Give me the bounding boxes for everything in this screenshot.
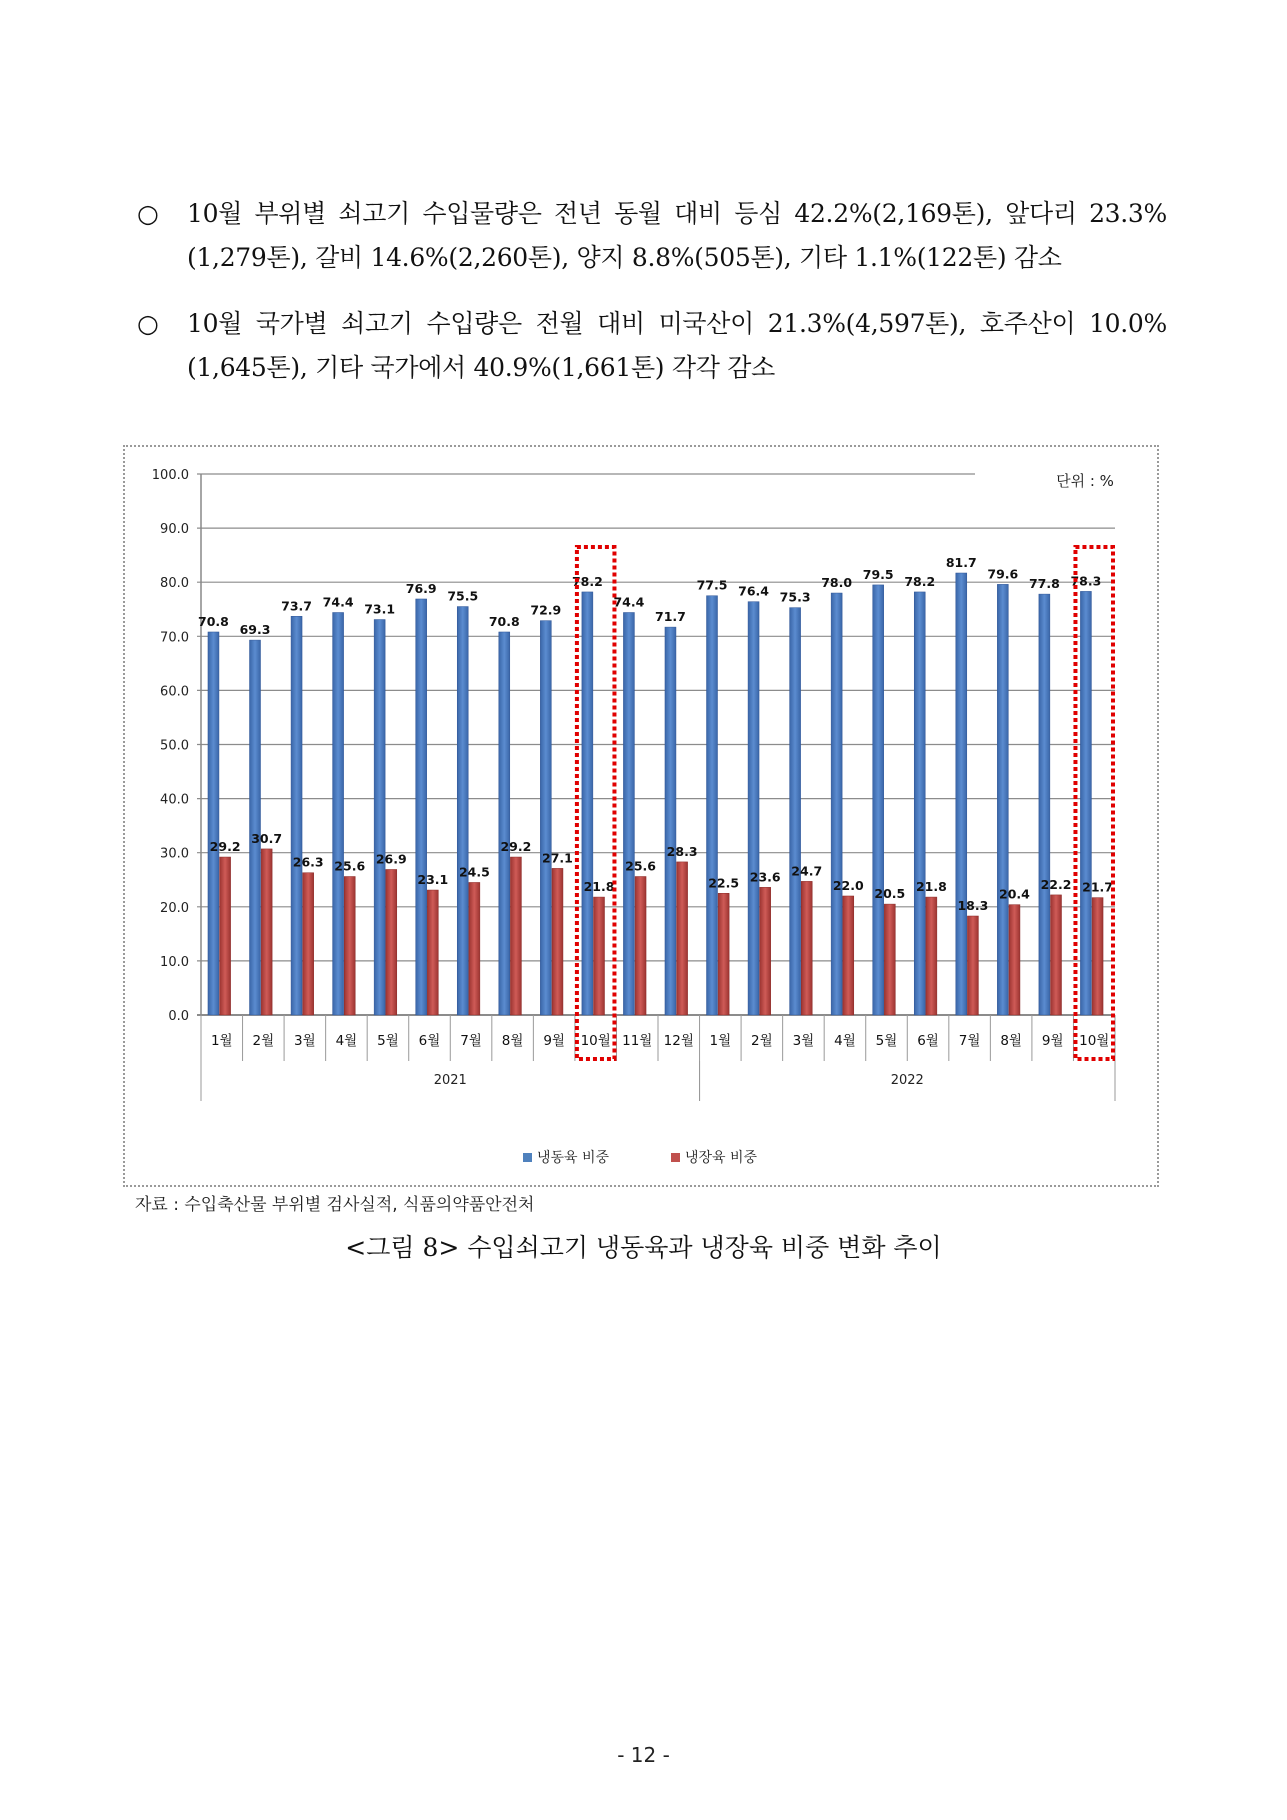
data-label: 30.7: [251, 830, 283, 846]
x-tick-label: 9월: [1041, 1033, 1064, 1049]
bar-chilled: [220, 857, 231, 1015]
bar-frozen: [540, 621, 551, 1015]
paragraph-text: 10월 부위별 쇠고기 수입물량은 전년 동월 대비 등심 42.2%(2,169톤), 앞다리 23.3%(1,279톤), 갈비 14.6%(2,260톤), 양지 8.8%(505톤), 기타 1.1%(122톤) 감소: [187, 199, 1167, 272]
bar-chilled: [926, 897, 937, 1015]
bar-frozen: [707, 596, 718, 1015]
data-label: 21.7: [1082, 879, 1113, 895]
data-label: 74.4: [322, 594, 354, 610]
page-number: - 12 -: [617, 1743, 670, 1767]
data-label: 21.8: [583, 879, 615, 895]
x-tick-label: 6월: [917, 1033, 939, 1049]
paragraph-text: 10월 국가별 쇠고기 수입량은 전월 대비 미국산이 21.3%(4,597톤), 호주산이 10.0%(1,645톤), 기타 국가에서 40.9%(1,661톤) 각각 감소: [187, 309, 1167, 382]
data-label: 69.3: [239, 622, 271, 638]
x-tick-label: 10월: [580, 1033, 611, 1049]
legend-swatch: [671, 1153, 680, 1162]
data-label: 23.6: [749, 869, 781, 885]
data-label: 29.2: [500, 839, 532, 855]
legend-swatch: [523, 1153, 532, 1162]
bar-frozen: [790, 608, 801, 1015]
bar-frozen: [1039, 594, 1050, 1015]
data-label: 26.3: [292, 854, 324, 870]
bar-chilled: [1051, 895, 1062, 1015]
data-label: 29.2: [209, 839, 241, 855]
bar-frozen: [914, 592, 925, 1015]
x-tick-label: 7월: [958, 1033, 981, 1049]
y-tick-label: 30.0: [160, 846, 189, 862]
data-label: 23.1: [417, 872, 449, 888]
bar-frozen: [665, 627, 676, 1015]
bar-chilled: [344, 877, 355, 1015]
data-label: 24.7: [791, 863, 823, 879]
chart-frame: [123, 445, 1159, 1187]
bar-chilled: [1092, 898, 1103, 1015]
data-label: 75.5: [447, 588, 479, 604]
x-tick-label: 4월: [335, 1033, 358, 1049]
bar-chilled: [760, 887, 771, 1015]
bar-chilled: [303, 873, 314, 1015]
x-tick-label: 5월: [875, 1033, 898, 1049]
bar-chilled: [469, 882, 480, 1015]
x-tick-label: 10월: [1079, 1033, 1110, 1049]
x-tick-label: 6월: [418, 1033, 441, 1049]
data-label: 18.3: [957, 897, 989, 913]
bar-frozen: [250, 640, 261, 1015]
bar-frozen: [956, 573, 967, 1015]
x-tick-label: 7월: [460, 1033, 482, 1049]
y-tick-label: 40.0: [160, 792, 189, 808]
paragraph-1: [137, 192, 1167, 280]
bar-chilled: [427, 890, 438, 1015]
bar-chilled: [635, 877, 646, 1015]
data-label: 70.8: [198, 613, 229, 629]
data-label: 27.1: [542, 850, 573, 866]
bar-frozen: [1080, 591, 1091, 1015]
bar-frozen: [291, 616, 302, 1015]
bar-frozen: [623, 612, 634, 1015]
x-tick-label: 1월: [210, 1033, 233, 1049]
bar-chilled: [386, 869, 397, 1015]
bar-frozen: [997, 584, 1008, 1015]
bar-frozen: [831, 593, 842, 1015]
data-label: 25.6: [334, 858, 366, 874]
x-tick-label: 3월: [294, 1033, 316, 1049]
bar-chilled: [594, 897, 605, 1015]
data-label: 28.3: [666, 843, 698, 859]
y-tick-label: 50.0: [160, 738, 189, 754]
bar-chilled: [884, 904, 895, 1015]
data-label: 78.2: [571, 573, 603, 589]
data-label: 78.2: [904, 573, 936, 589]
x-tick-label: 3월: [792, 1033, 815, 1049]
data-label: 75.3: [779, 589, 811, 605]
source-note: 자료 : 수입축산물 부위별 검사실적, 식품의약품안전처: [135, 1195, 535, 1215]
x-tick-label: 8월: [1000, 1033, 1022, 1049]
legend-label: 냉장육 비중: [685, 1150, 758, 1166]
data-label: 77.5: [696, 577, 728, 593]
data-label: 22.0: [832, 877, 864, 893]
bar-frozen: [374, 620, 385, 1015]
data-label: 78.3: [1070, 573, 1102, 589]
x-tick-label: 2월: [751, 1033, 773, 1049]
bar-chilled: [801, 881, 812, 1015]
y-tick-label: 80.0: [160, 576, 189, 592]
bar-chilled: [718, 893, 729, 1015]
data-label: 70.8: [488, 613, 520, 629]
data-label: 72.9: [530, 602, 562, 618]
legend-label: 냉동육 비중: [537, 1150, 610, 1166]
bar-chilled: [967, 916, 978, 1015]
data-label: 22.2: [1040, 876, 1072, 892]
data-label: 79.6: [987, 566, 1019, 582]
bar-frozen: [748, 602, 759, 1015]
bar-chilled: [677, 862, 688, 1015]
data-label: 22.5: [708, 875, 740, 891]
bar-frozen: [873, 585, 884, 1015]
paragraph-2: [137, 302, 1167, 390]
data-label: 76.4: [738, 583, 769, 599]
x-tick-label: 1월: [709, 1033, 732, 1049]
bar-chilled: [261, 849, 272, 1015]
group-label: 2022: [890, 1073, 924, 1088]
data-label: 20.5: [874, 886, 906, 902]
x-tick-label: 4월: [834, 1033, 856, 1049]
y-tick-label: 20.0: [160, 900, 189, 916]
data-label: 25.6: [625, 858, 656, 874]
x-tick-label: 9월: [543, 1033, 565, 1049]
data-label: 81.7: [945, 555, 977, 571]
data-label: 73.1: [364, 601, 396, 617]
bar-frozen: [457, 607, 468, 1015]
data-label: 24.5: [458, 864, 490, 880]
group-label: 2021: [433, 1073, 467, 1088]
x-tick-label: 12월: [663, 1033, 694, 1049]
data-label: 78.0: [821, 575, 853, 591]
data-label: 73.7: [281, 598, 312, 614]
x-tick-label: 2월: [252, 1033, 275, 1049]
y-tick-label: 90.0: [160, 522, 189, 538]
bar-chilled: [843, 896, 854, 1015]
data-label: 20.4: [999, 886, 1030, 902]
data-label: 74.4: [613, 594, 645, 610]
bar-chart: [125, 447, 1157, 1185]
bar-frozen: [582, 592, 593, 1015]
bar-frozen: [208, 632, 219, 1015]
y-tick-label: 60.0: [160, 684, 189, 700]
data-label: 79.5: [862, 566, 894, 582]
data-label: 76.9: [405, 580, 437, 596]
bar-chilled: [1009, 905, 1020, 1015]
y-tick-label: 10.0: [160, 954, 189, 970]
bar-frozen: [416, 599, 427, 1015]
y-tick-label: 0.0: [168, 1009, 189, 1024]
data-label: 77.8: [1028, 576, 1060, 592]
figure-caption: <그림 8> 수입쇠고기 냉동육과 냉장육 비중 변화 추이: [345, 1233, 942, 1262]
y-tick-label: 70.0: [160, 630, 189, 646]
x-tick-label: 8월: [501, 1033, 524, 1049]
bar-frozen: [333, 612, 344, 1015]
x-tick-label: 11월: [622, 1033, 653, 1049]
y-tick-label: 100.0: [151, 468, 189, 483]
bar-chilled: [552, 868, 563, 1015]
data-label: 26.9: [375, 851, 407, 867]
data-label: 21.8: [915, 879, 947, 895]
data-label: 71.7: [655, 609, 686, 625]
unit-label: 단위 : %: [1056, 472, 1114, 490]
x-tick-label: 5월: [377, 1033, 399, 1049]
bullet-icon: ○: [137, 199, 159, 228]
bullet-icon: ○: [137, 309, 159, 338]
bar-chilled: [510, 857, 521, 1015]
bar-frozen: [499, 632, 510, 1015]
